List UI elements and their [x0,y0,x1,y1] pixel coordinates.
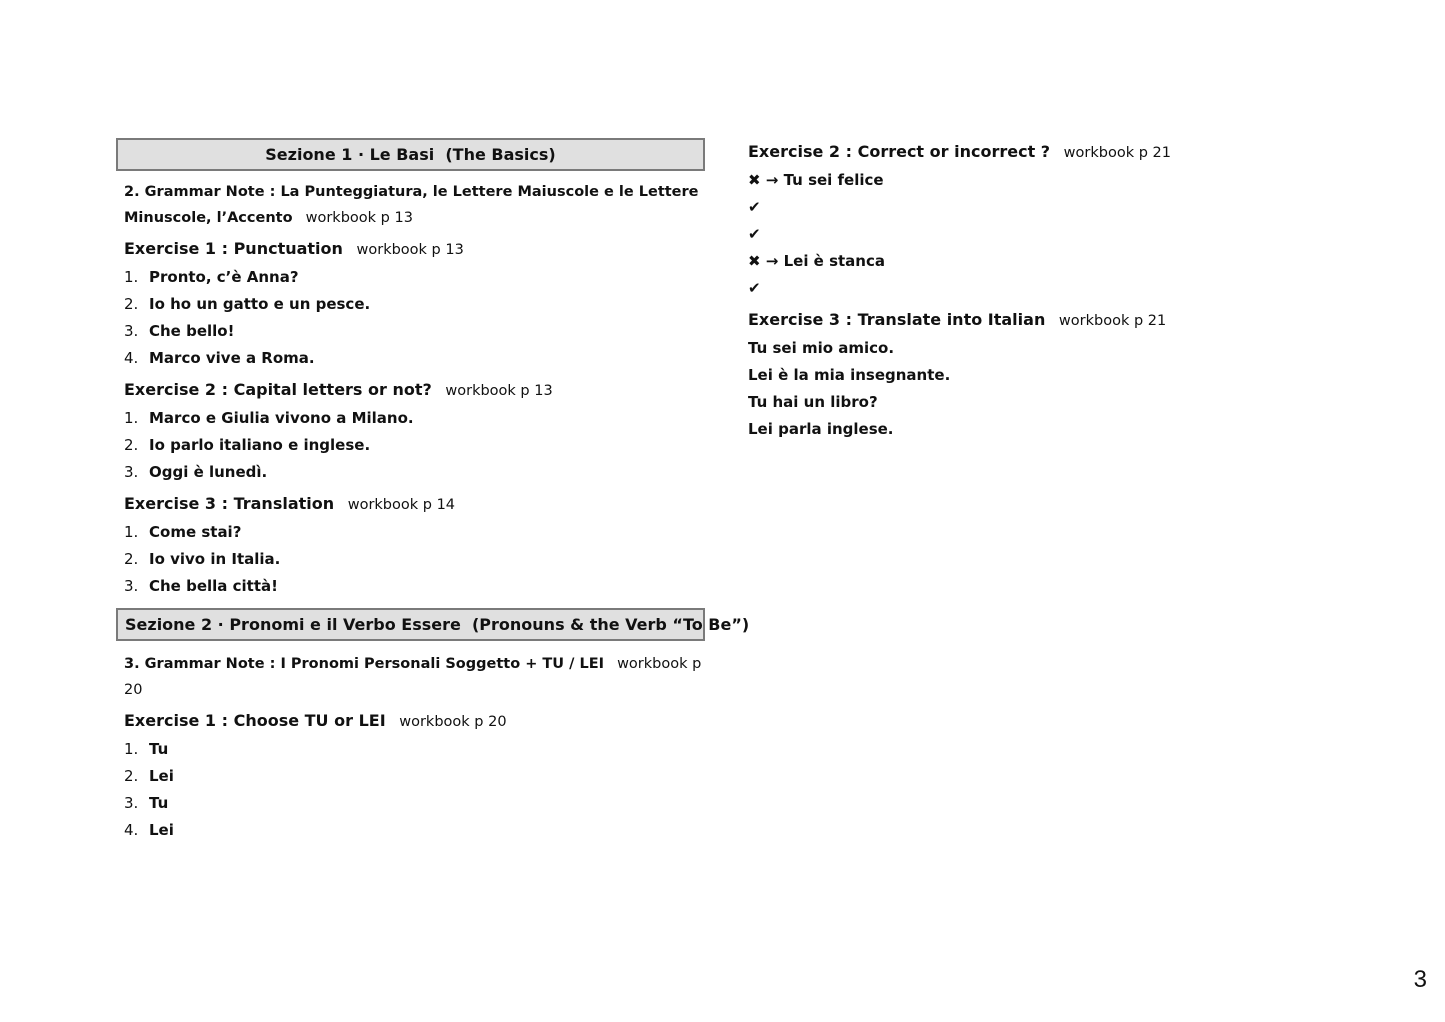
item-answer: Io vivo in Italia. [149,550,281,568]
item-number: 2. [124,295,139,313]
item-number: 2. [124,550,139,568]
list-item [748,335,1348,362]
list-item [748,389,1348,416]
check-mark: ✔ [748,198,761,216]
exercise-heading [124,711,705,736]
item-number: 2. [124,436,139,454]
list-item [124,459,705,486]
exercise-2-correct-incorrect [748,142,1348,302]
item-answer: Marco e Giulia vivono a Milano. [149,409,414,427]
exercise-heading [124,494,705,519]
check-mark: ✔ [748,279,761,297]
list-item [124,291,705,318]
exercise-heading [748,310,1348,335]
list-item [748,362,1348,389]
right-column [748,142,1348,443]
item-answer: Che bella città! [149,577,278,595]
item-answer: Come stai? [149,523,242,541]
item-answer: Io parlo italiano e inglese. [149,436,371,454]
item-number: 2. [124,767,139,785]
item-answer: Oggi è lunedì. [149,463,268,481]
item-number: 1. [124,740,139,758]
list-item [124,318,705,345]
exercise-3-translate-italian [748,310,1348,443]
exercise-1-choose-tu-lei [116,711,705,844]
section-1-header [116,138,705,171]
item-answer: Lei [149,767,174,785]
item-number: 1. [124,523,139,541]
left-column [116,138,750,844]
list-item [124,817,705,844]
list-item [124,736,705,763]
item-answer: Pronto, c’è Anna? [149,268,299,286]
page-number: 3 [1413,966,1427,993]
item-number: 3. [124,577,139,595]
workbook-ref: workbook p 14 [347,497,456,513]
item-number: 4. [124,821,139,839]
list-item [124,546,705,573]
item-answer: ✖ → Tu sei felice [748,171,884,189]
exercise-1-punctuation [116,239,705,372]
item-answer: Io ho un gatto e un pesce. [149,295,371,313]
exercise-heading [124,380,705,405]
section-1-grammar-note [116,179,705,231]
item-number: 3. [124,463,139,481]
item-answer: Tu [149,740,169,758]
workbook-ref: workbook p 20 [124,656,702,698]
section-2-grammar-note [116,651,705,703]
exercise-title: Exercise 2 : Correct or incorrect ? [748,142,1051,161]
item-answer: Tu [149,794,169,812]
section-1-title: Sezione 1 · Le Basi (The Basics) [265,145,556,164]
list-item [124,405,705,432]
exercise-3-translation [116,494,705,600]
exercise-title: Exercise 1 : Punctuation [124,239,343,258]
item-answer: Tu hai un libro? [748,393,878,411]
workbook-ref: workbook p 21 [1058,313,1167,329]
check-mark: ✔ [748,225,761,243]
item-number: 3. [124,794,139,812]
exercise-title: Exercise 3 : Translation [124,494,335,513]
workbook-ref: workbook p 21 [1063,145,1171,161]
list-item [124,790,705,817]
section-2-header [116,608,750,641]
list-item [124,519,705,546]
list-item [748,416,1348,443]
exercise-title: Exercise 3 : Translate into Italian [748,310,1046,329]
list-item [748,167,1348,194]
workbook-ref: workbook p 13 [305,210,413,226]
exercise-heading [124,239,705,264]
workbook-ref: workbook p 13 [445,383,553,399]
exercise-title: Exercise 1 : Choose TU or LEI [124,711,386,730]
item-answer: Lei parla inglese. [748,420,894,438]
list-item [124,573,705,600]
item-answer: Che bello! [149,322,235,340]
list-item [748,221,1348,248]
item-number: 1. [124,409,139,427]
grammar-note-title: 3. Grammar Note : I Pronomi Personali Soggetto + TU / LEI [124,656,605,672]
list-item [748,248,1348,275]
exercise-heading [748,142,1348,167]
item-answer: ✖ → Lei è stanca [748,252,885,270]
item-number: 4. [124,349,139,367]
list-item [748,194,1348,221]
list-item [124,763,705,790]
item-answer: Marco vive a Roma. [149,349,315,367]
item-answer: Tu sei mio amico. [748,339,895,357]
grammar-note-title: 2. Grammar Note : La Punteggiatura, le Lettere Maiuscole e le Lettere Minuscole, l’Accento [124,184,699,226]
exercise-2-capital-letters [116,380,705,486]
item-number: 1. [124,268,139,286]
list-item [124,432,705,459]
list-item [124,264,705,291]
list-item [748,275,1348,302]
workbook-ref: workbook p 20 [399,714,507,730]
item-answer: Lei [149,821,174,839]
exercise-title: Exercise 2 : Capital letters or not? [124,380,432,399]
section-2-title: Sezione 2 · Pronomi e il Verbo Essere (Pronouns & the Verb “To Be”) [125,615,750,634]
workbook-ref: workbook p 13 [356,242,464,258]
list-item [124,345,705,372]
item-number: 3. [124,322,139,340]
item-answer: Lei è la mia insegnante. [748,366,951,384]
